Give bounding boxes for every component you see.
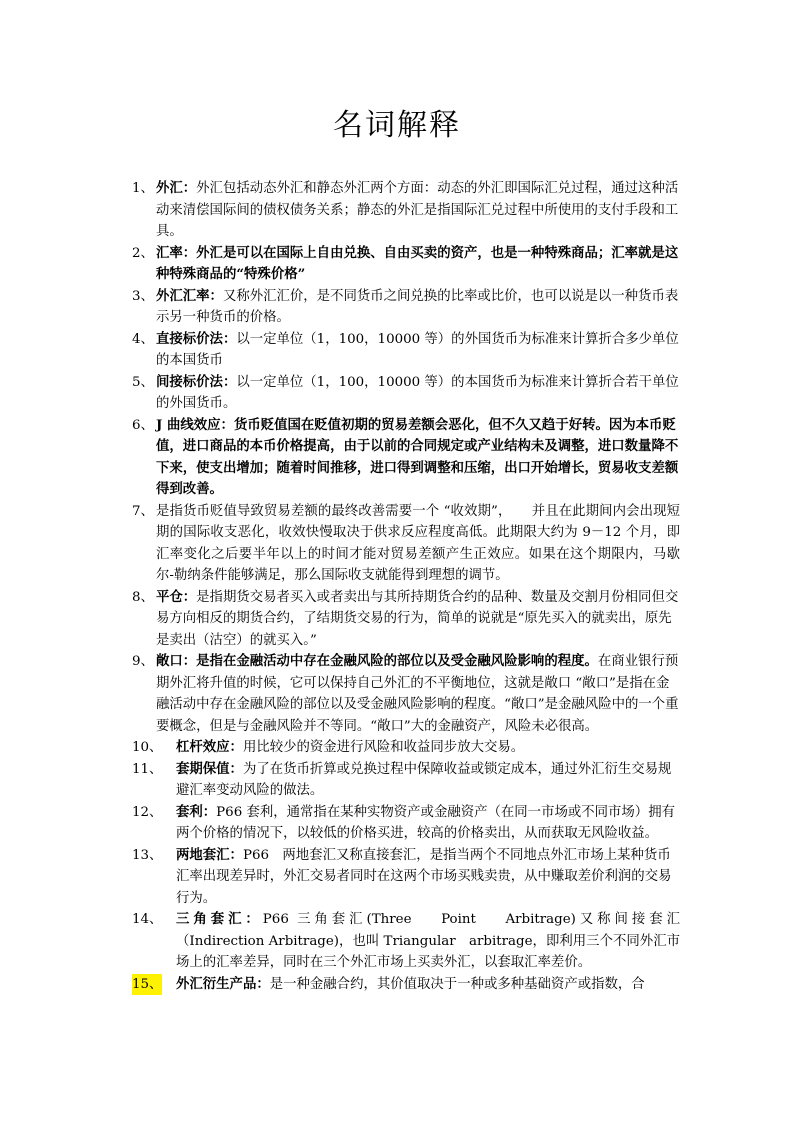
item-number: 2、 [132, 245, 154, 261]
item-body: 以一定单位（1，100，10000 等）的外国货币为标准来计算折合多少单位的本国货币 [156, 331, 679, 368]
item-body-bold: 是指在金融活动中存在金融风险的部位以及受金融风险影响的程度。 [196, 653, 598, 669]
list-item [120, 243, 680, 286]
item-term: 套利： [176, 803, 217, 820]
list-item [120, 909, 680, 974]
list-item [120, 587, 680, 652]
list-item [120, 178, 680, 243]
item-number: 8、 [132, 589, 154, 605]
item-body: 是指期货交易者买入或者卖出与其所持期货合约的品种、数量及交割月份相同但交易方向相反的期货合约，了结期货交易的行为，简单的说就是“原先买入的就卖出，原先是卖出（沽空）的就买入。” [156, 589, 679, 648]
item-term: 汇率： [156, 244, 197, 261]
list-item [120, 737, 680, 759]
list-item [120, 329, 680, 372]
definition-list [120, 178, 680, 995]
item-term: 外汇衍生产品： [176, 975, 270, 992]
list-item [120, 415, 680, 501]
item-body: 是指货币贬值导致贸易差额的最终改善需要一个 “收效期”， 并且在此期间内会出现短期的国际收支恶化，收效快慢取决于供求反应程度高低。此期限大约为 9－12 个月，即汇率变化之后要半年以上的时间才能对贸易差额产生正效应。如果在这个期限内，马歇尔-勒纳条件能够满足，那么国际收支就能得到理想的调节。 [156, 503, 680, 583]
list-item [120, 372, 680, 415]
item-number: 9、 [132, 654, 154, 669]
item-term: 杠杆效应： [176, 739, 243, 755]
item-number: 11、 [132, 761, 163, 777]
item-term: J 曲线效应： [156, 416, 234, 433]
item-term: 直接标价法： [156, 330, 237, 347]
list-item [120, 651, 680, 737]
item-body: P66 三角套汇(Three Point Arbitrage)又称间接套汇（Indirection Arbitrage)，也叫 Triangular arbitrage，即利用三个不同外汇市场上的汇率差异，同时在三个外汇市场上买卖外汇，以套取汇率差价。 [176, 912, 681, 970]
list-item [120, 802, 680, 845]
list-item [120, 759, 680, 802]
item-body: 又称外汇汇价，是不同货币之间兑换的比率或比价，也可以说是以一种货币表示另一种货币的价格。 [156, 288, 679, 325]
item-body: 为了在货币折算或兑换过程中保障收益或锁定成本，通过外汇衍生交易规避汇率变动风险的做法。 [176, 761, 672, 798]
item-number: 3、 [132, 288, 154, 304]
item-number: 1、 [132, 181, 154, 196]
item-term: 套期保值： [176, 760, 243, 777]
item-body: 以一定单位（1，100，10000 等）的本国货币为标准来计算折合若干单位的外国货币。 [156, 374, 679, 411]
list-item [120, 286, 680, 329]
list-item [120, 501, 680, 587]
list-item [120, 974, 680, 996]
page-title: 名词解释 [333, 108, 461, 143]
item-body: 用比较少的资金进行风险和收益同步放大交易。 [242, 740, 525, 755]
item-number: 6、 [132, 417, 154, 433]
item-body: P66 套利，通常指在某种实物资产或金融资产（在同一市场或不同市场）拥有两个价格的情况下，以较低的价格买进，较高的价格卖出，从而获取无风险收益。 [176, 804, 675, 841]
item-body: P66 两地套汇又称直接套汇，是指当两个不同地点外汇市场上某种货币汇率出现差异时，外汇交易者同时在这两个市场买贱卖贵，从中赚取差价利润的交易行为。 [176, 847, 672, 906]
item-body: 外汇是可以在国际上自由兑换、自由买卖的资产，也是一种特殊商品；汇率就是这种特殊商品的“特殊价格” [156, 244, 679, 282]
item-body: 货币贬值国在贬值初期的贸易差额会恶化，但不久又趋于好转。因为本币贬值，进口商品的本币价格提高，由于以前的合同规定或产业结构未及调整，进口数量降不下来，使支出增加；随着时间推移，进口得到调整和压缩，出口开始增长，贸易收支差额得到改善。 [156, 416, 679, 497]
item-term: 三角套汇： [176, 911, 263, 927]
item-term: 敞口： [156, 653, 197, 669]
list-item [120, 845, 680, 910]
item-number: 7、 [132, 503, 154, 519]
item-body: 在商业银行预期外汇将升值的时候，它可以保持自己外汇的不平衡地位，这就是敞口 “敞口”是指在金融活动中存在金融风险的部位以及受金融风险影响的程度。“敞口”是金融风险中的一个重要概念，但是与金融风险并不等同。“敞口”大的金融资产，风险未必很高。 [156, 654, 679, 734]
item-term: 间接标价法： [156, 373, 237, 390]
item-number-highlighted: 15、 [132, 974, 162, 996]
item-term: 外汇汇率： [156, 287, 223, 304]
item-number: 10、 [132, 740, 163, 755]
item-term: 外汇： [156, 180, 197, 196]
item-term: 两地套汇： [176, 846, 243, 863]
item-number: 5、 [132, 374, 154, 390]
item-number: 14、 [132, 912, 163, 927]
item-number: 13、 [132, 847, 163, 863]
item-number: 4、 [132, 331, 154, 347]
item-term: 平仓： [156, 588, 197, 605]
item-body: 是一种金融合约，其价值取决于一种或多种基础资产或指数，合 [269, 976, 645, 992]
item-number: 12、 [132, 804, 163, 820]
item-body: 外汇包括动态外汇和静态外汇两个方面：动态的外汇即国际汇兑过程，通过这种活动来清偿国际间的债权债务关系；静态的外汇是指国际汇兑过程中所使用的支付手段和工具。 [156, 181, 679, 239]
